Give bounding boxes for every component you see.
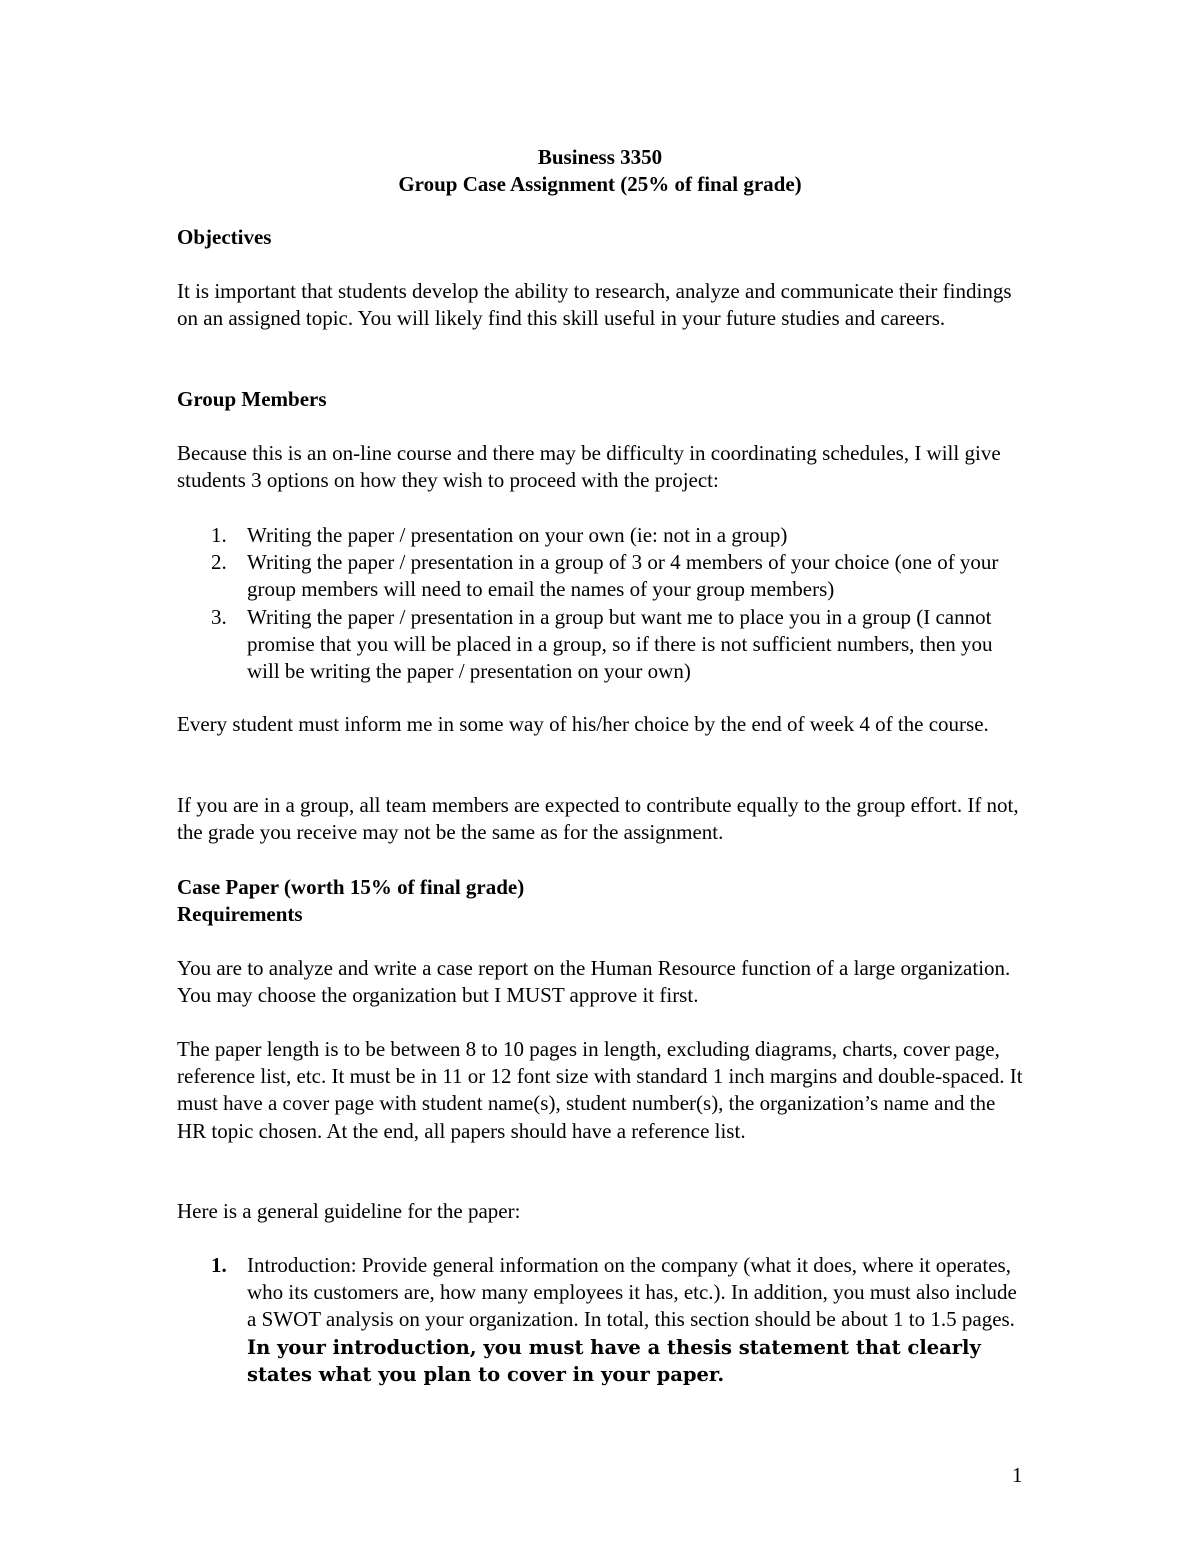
list-number: 2. [211,550,227,575]
thesis-emphasis: In your introduction, you must have a thesis statement that clearly states what you plan to cover in your paper. [247,1335,981,1386]
list-item [177,522,1027,549]
list-item [177,604,1027,686]
inform-text: Every student must inform me in some way of his/her choice by the end of week 4 of the course. [177,712,989,736]
options-list [177,522,1027,685]
list-item [177,1252,1027,1388]
objectives-heading: Objectives [177,225,272,249]
objectives-text: It is important that students develop the ability to research, analyze and communicate their findings on an assigned topic. You will likely find this skill useful in your future studies and careers. [177,279,1012,331]
contribute-text: If you are in a group, all team members are expected to contribute equally to the group effort. If not, the grade you receive may not be the same as for the assignment. [177,793,1019,845]
guideline-intro: Here is a general guideline for the paper: [177,1199,521,1223]
list-text: Writing the paper / presentation in a group of 3 or 4 members of your choice (one of your group members will need to email the names of your group members) [247,550,999,602]
case-paper-heading: Case Paper (worth 15% of final grade) [177,875,525,899]
group-members-intro: Because this is an on-line course and there may be difficulty in coordinating schedules, I will give students 3 options on how they wish to proceed with the project: [177,441,1001,493]
list-text: Writing the paper / presentation on your own (ie: not in a group) [247,523,788,547]
requirements-heading: Requirements [177,902,303,926]
list-number: 1. [211,523,227,547]
page-number: 1 [1012,1463,1023,1487]
length-text: The paper length is to be between 8 to 10 pages in length, excluding diagrams, charts, cover page, reference list, etc. It must be in 11 or 12 font size with standard 1 inch margins and double-spaced. It must have a cover page with student name(s), student number(s), the organization’s name and the HR topic chosen. At the end, all papers should have a reference list. [177,1037,1023,1143]
course-title: Business 3350 [537,145,663,169]
list-text: Writing the paper / presentation in a group but want me to place you in a group (I cannot promise that you will be placed in a group, so if there is not sufficient numbers, then you will be writing the paper / presentation on your own) [247,604,993,684]
list-text: Introduction: Provide general information on the company (what it does, where it operates, who its customers are, how many employees it has, etc.). In addition, you must also include a SWOT analysis on your organization. In total, this section should be about 1 to 1.5 pages. [247,1253,1017,1332]
guidelines-list [177,1252,1027,1388]
list-item [177,549,1027,603]
list-number: 3. [211,604,227,629]
group-members-heading: Group Members [177,387,327,411]
analyze-text: You are to analyze and write a case report on the Human Resource function of a large organization. You may choose the organization but I MUST approve it first. [177,956,1011,1008]
list-number: 1. [211,1253,227,1277]
assignment-title: Group Case Assignment (25% of final grade) [398,172,802,196]
